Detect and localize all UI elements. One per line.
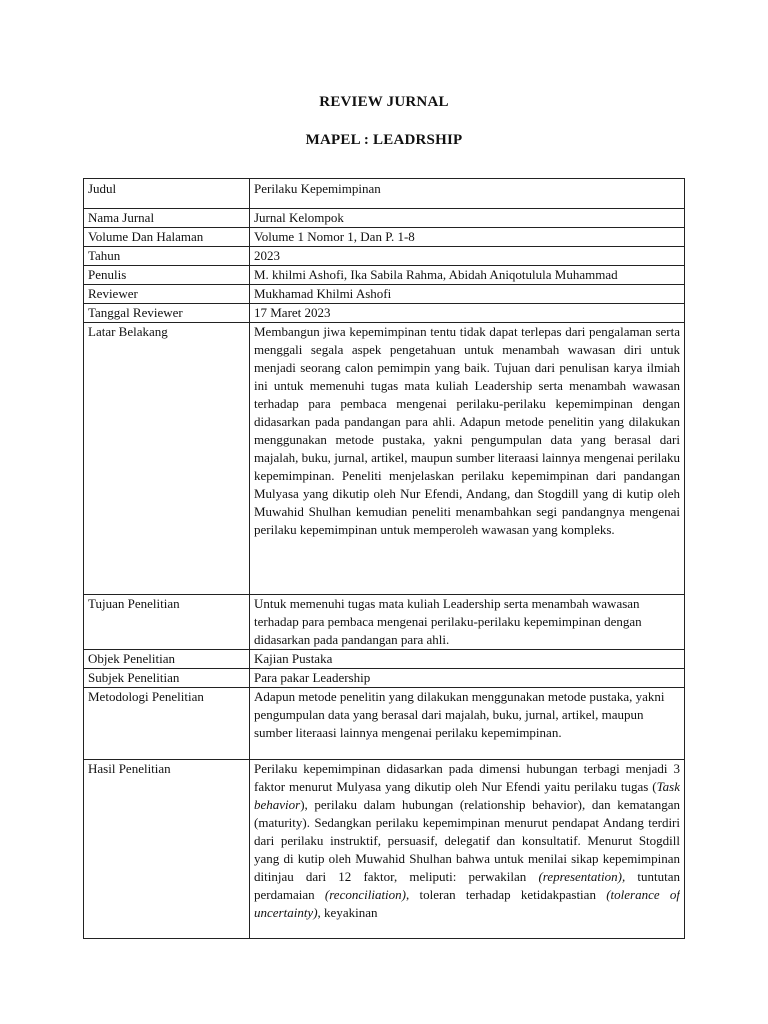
row-label: Tahun xyxy=(84,247,250,266)
row-value xyxy=(250,760,685,939)
row-value: Untuk memenuhi tugas mata kuliah Leadership serta menambah wawasan terhadap para pembaca mengenai perilaku-perilaku kepemimpinan dengan didasarkan pada pandangan para ahli. xyxy=(250,595,685,650)
hasil-text-part: , toleran terhadap ketidakpastian xyxy=(406,887,607,902)
row-value: Kajian Pustaka xyxy=(250,650,685,669)
row-label: Nama Jurnal xyxy=(84,209,250,228)
table-row-metodologi xyxy=(84,688,685,760)
table-row-reviewer xyxy=(84,285,685,304)
table-row-objek xyxy=(84,650,685,669)
hasil-italic-term: (tolerance of uncertainty) xyxy=(254,887,680,920)
row-value: Para pakar Leadership xyxy=(250,669,685,688)
hasil-italic-term: (reconciliation) xyxy=(324,887,406,902)
row-label: Subjek Penelitian xyxy=(84,669,250,688)
row-label: Volume Dan Halaman xyxy=(84,228,250,247)
row-value: M. khilmi Ashofi, Ika Sabila Rahma, Abidah Aniqotulula Muhammad xyxy=(250,266,685,285)
table-row-latar-belakang xyxy=(84,323,685,595)
document-title: REVIEW JURNAL xyxy=(319,94,449,110)
hasil-text-part: , keyakinan xyxy=(317,905,378,920)
row-label: Tujuan Penelitian xyxy=(84,595,250,650)
row-label: Objek Penelitian xyxy=(84,650,250,669)
row-value: Volume 1 Nomor 1, Dan P. 1-8 xyxy=(250,228,685,247)
hasil-text xyxy=(254,760,680,938)
hasil-text-part: Perilaku kepemimpinan didasarkan pada dimensi hubungan terbagi menjadi 3 faktor menurut Mulyasa yang dikutip oleh Nur Efendi yaitu perilaku tugas ( xyxy=(254,761,680,794)
row-label: Penulis xyxy=(84,266,250,285)
row-value: 17 Maret 2023 xyxy=(250,304,685,323)
table-row-volume xyxy=(84,228,685,247)
document-subtitle: MAPEL : LEADRSHIP xyxy=(305,132,463,148)
hasil-text-part: tuntutan perdamaian xyxy=(254,869,680,902)
row-value: Perilaku Kepemimpinan xyxy=(250,179,685,209)
hasil-text-part: ), perilaku dalam hubungan (relationship behavior), dan kematangan (maturity). Sedangkan perilaku kepemimpinan menurut pendapat Andang terdiri dari perilaku instruktif, persuasif, delegatif dan konsultatif. Menurut Stogdill yang di kutip oleh Muwahid Shulhan bahwa untuk menilai sikap kepemimpinan ditinjau dari 12 faktor, meliputi: perwakilan xyxy=(254,797,680,884)
table-row-nama-jurnal xyxy=(84,209,685,228)
row-value: Membangun jiwa kepemimpinan tentu tidak dapat terlepas dari pengalaman serta menggali segala aspek pengetahuan untuk menambah wawasan diri untuk menjadi seorang calon pemimpin yang baik. Tujuan dari penulisan karya ilmiah ini untuk memenuhi tugas mata kuliah Leadership serta menambah wawasan terhadap para pembaca mengenai perilaku-perilaku kepemimpinan dengan didasarkan pada pandangan para ahli. Adapun metode penelitin yang dilakukan menggunakan metode pustaka, yakni pengumpulan data yang berasal dari majalah, buku, jurnal, artikel, maupun sumber literaasi lainnya mengenai perilaku kepemimpinan. Peneliti menjelaskan perilaku kepemimpinan dari pandangan Mulyasa yang dikutip oleh Nur Efendi, Andang, dan Stogdill yang di kutip oleh Muwahid Shulhan kemudian peneliti menambahkan segi pandangnya mengenai perilaku kepemimpinan untuk memperoleh wawasan yang kompleks. xyxy=(250,323,685,595)
row-value: Mukhamad Khilmi Ashofi xyxy=(250,285,685,304)
table-row-tanggal xyxy=(84,304,685,323)
table-row-hasil xyxy=(84,760,685,939)
row-label: Hasil Penelitian xyxy=(84,760,250,939)
row-value: Adapun metode penelitin yang dilakukan menggunakan metode pustaka, yakni pengumpulan data yang berasal dari majalah, buku, jurnal, artikel, maupun sumber literaasi lainnya mengenai perilaku kepemimpinan. xyxy=(250,688,685,760)
row-label: Reviewer xyxy=(84,285,250,304)
row-label: Judul xyxy=(84,179,250,209)
table-row-penulis xyxy=(84,266,685,285)
row-label: Latar Belakang xyxy=(84,323,250,595)
row-value: 2023 xyxy=(250,247,685,266)
row-value: Jurnal Kelompok xyxy=(250,209,685,228)
hasil-italic-term: Task behavior xyxy=(254,779,680,812)
review-table xyxy=(83,178,685,939)
table-row-tahun xyxy=(84,247,685,266)
row-label: Metodologi Penelitian xyxy=(84,688,250,760)
table-row-judul xyxy=(84,179,685,209)
hasil-italic-term: (representation), xyxy=(538,869,626,884)
table-row-subjek xyxy=(84,669,685,688)
table-row-tujuan xyxy=(84,595,685,650)
row-label: Tanggal Reviewer xyxy=(84,304,250,323)
